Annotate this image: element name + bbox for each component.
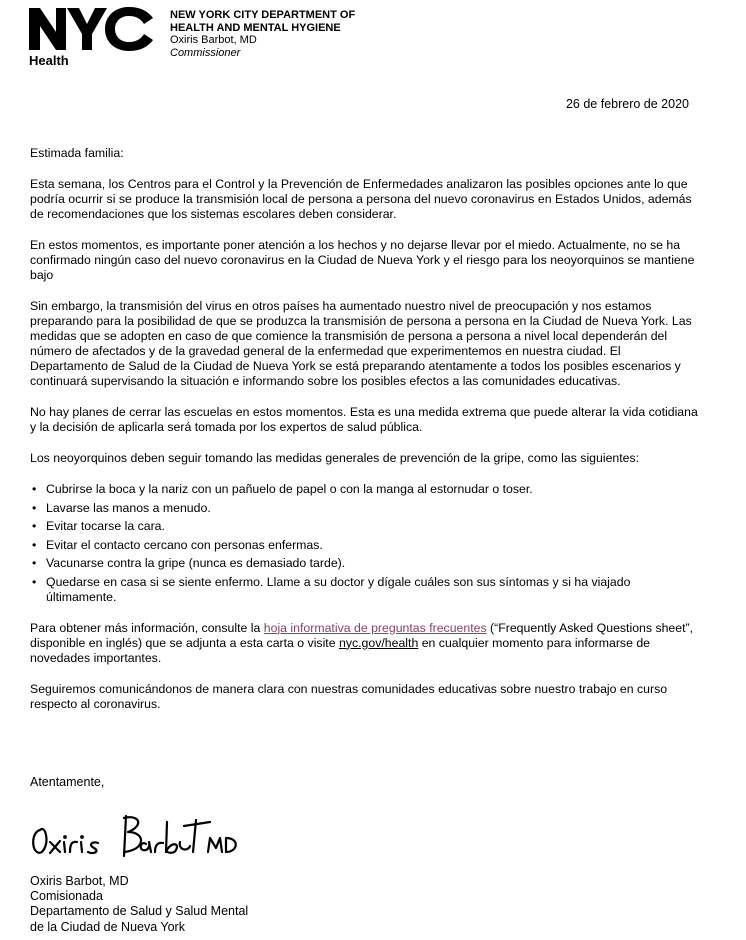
commissioner-name: Oxiris Barbot, MD [170, 34, 257, 46]
greeting: Estimada familia: [30, 146, 124, 160]
commissioner-role: Commissioner [170, 46, 241, 59]
letter-body [30, 146, 700, 728]
info-text-3: en cualquier momento para informarse de novedades importantes. [30, 635, 651, 665]
info-text-1: Para obtener más información, consulte la [30, 620, 264, 635]
dept-line-2: HEALTH AND MENTAL HYGIENE [170, 21, 341, 34]
final-paragraph: Seguiremos comunicándonos de manera clara con nuestras comunidades educativas sobre nuestro trabajo en curso respecto al coronavirus. [30, 681, 668, 711]
list-item: • Cubrirse la boca y la nariz con un pañuelo de papel o con la manga al estornudar o toser. [30, 482, 700, 497]
info-text-2: (“Frequently Asked Questions sheet”, disponible en inglés) que se adjunta a esta carta o visite [30, 620, 694, 650]
prevention-list [30, 482, 700, 605]
logo-health-text: Health [29, 53, 69, 68]
handwritten-signature [28, 808, 248, 864]
signature-drawing [28, 808, 248, 864]
list-item: • Quedarse en casa si se siente enfermo. Llame a su doctor y dígale cuáles son sus síntomas y si ha viajado últimamente. [30, 575, 700, 605]
nyc-logo-mark [29, 6, 159, 52]
letter-date: 26 de febrero de 2020 [565, 97, 689, 111]
list-item: • Lavarse las manos a menudo. [30, 501, 700, 516]
paragraph-1: Esta semana, los Centros para el Control y la Prevención de Enfermedades analizaron las posibles opciones ante lo que podría ocurrir si se produce la transmisión local de persona a persona del nuevo coronavirus en Estados Unidos, además de recomendaciones que los sistemas escolares deben considerar. [30, 177, 692, 221]
list-item: • Evitar el contacto cercano con personas enfermas. [30, 538, 700, 553]
paragraph-2: En estos momentos, es importante poner atención a los hechos y no dejarse llevar por el miedo. Actualmente, no se ha confirmado ningún caso del nuevo coronavirus en la Ciudad de Nueva York y el riesgo para los neoyorquinos se mantiene bajo [30, 238, 695, 282]
nyc-health-link[interactable]: nyc.gov/health [338, 635, 419, 650]
info-paragraph [30, 621, 700, 666]
signer-dept-1: Departamento de Salud y Salud Mental [30, 904, 249, 919]
list-item: • Evitar tocarse la cara. [30, 519, 700, 534]
department-header [170, 9, 355, 59]
closing: Atentamente, [30, 775, 105, 789]
paragraph-3: Sin embargo, la transmisión del virus en otros países ha aumentado nuestro nivel de preocupación y nos estamos preparando para la posibilidad de que se produzca la transmisión de persona a persona en la Ciudad de Nueva York. Las medidas que se adopten en caso de que comience la transmisión de persona a persona a nivel local dependerán del número de afectados y de la gravedad general de la enfermedad que experimentemos en nuestra ciudad. El Departamento de Salud de la Ciudad de Nueva York se está preparando atentamente a todos los posibles escenarios y continuará supervisando la situación e informando sobre los posibles efectos a las comunidades educativas. [30, 299, 692, 388]
signer-name: Oxiris Barbot, MD [30, 874, 129, 888]
list-item: • Vacunarse contra la gripe (nunca es demasiado tarde). [30, 556, 700, 571]
signer-title: Comisionada [30, 889, 103, 904]
faq-link[interactable]: hoja informativa de preguntas frecuentes [263, 620, 487, 635]
paragraph-5: Los neoyorquinos deben seguir tomando las medidas generales de prevención de la gripe, como las siguientes: [30, 451, 640, 465]
signer-dept-2: de la Ciudad de Nueva York [30, 919, 185, 934]
paragraph-4: No hay planes de cerrar las escuelas en estos momentos. Esta es una medida extrema que puede alterar la vida cotidiana y la decisión de aplicarla será tomada por los expertos de salud pública. [30, 405, 698, 434]
dept-line-1: NEW YORK CITY DEPARTMENT OF [170, 9, 356, 21]
nyc-health-logo [29, 6, 159, 68]
signer-block [30, 874, 248, 935]
